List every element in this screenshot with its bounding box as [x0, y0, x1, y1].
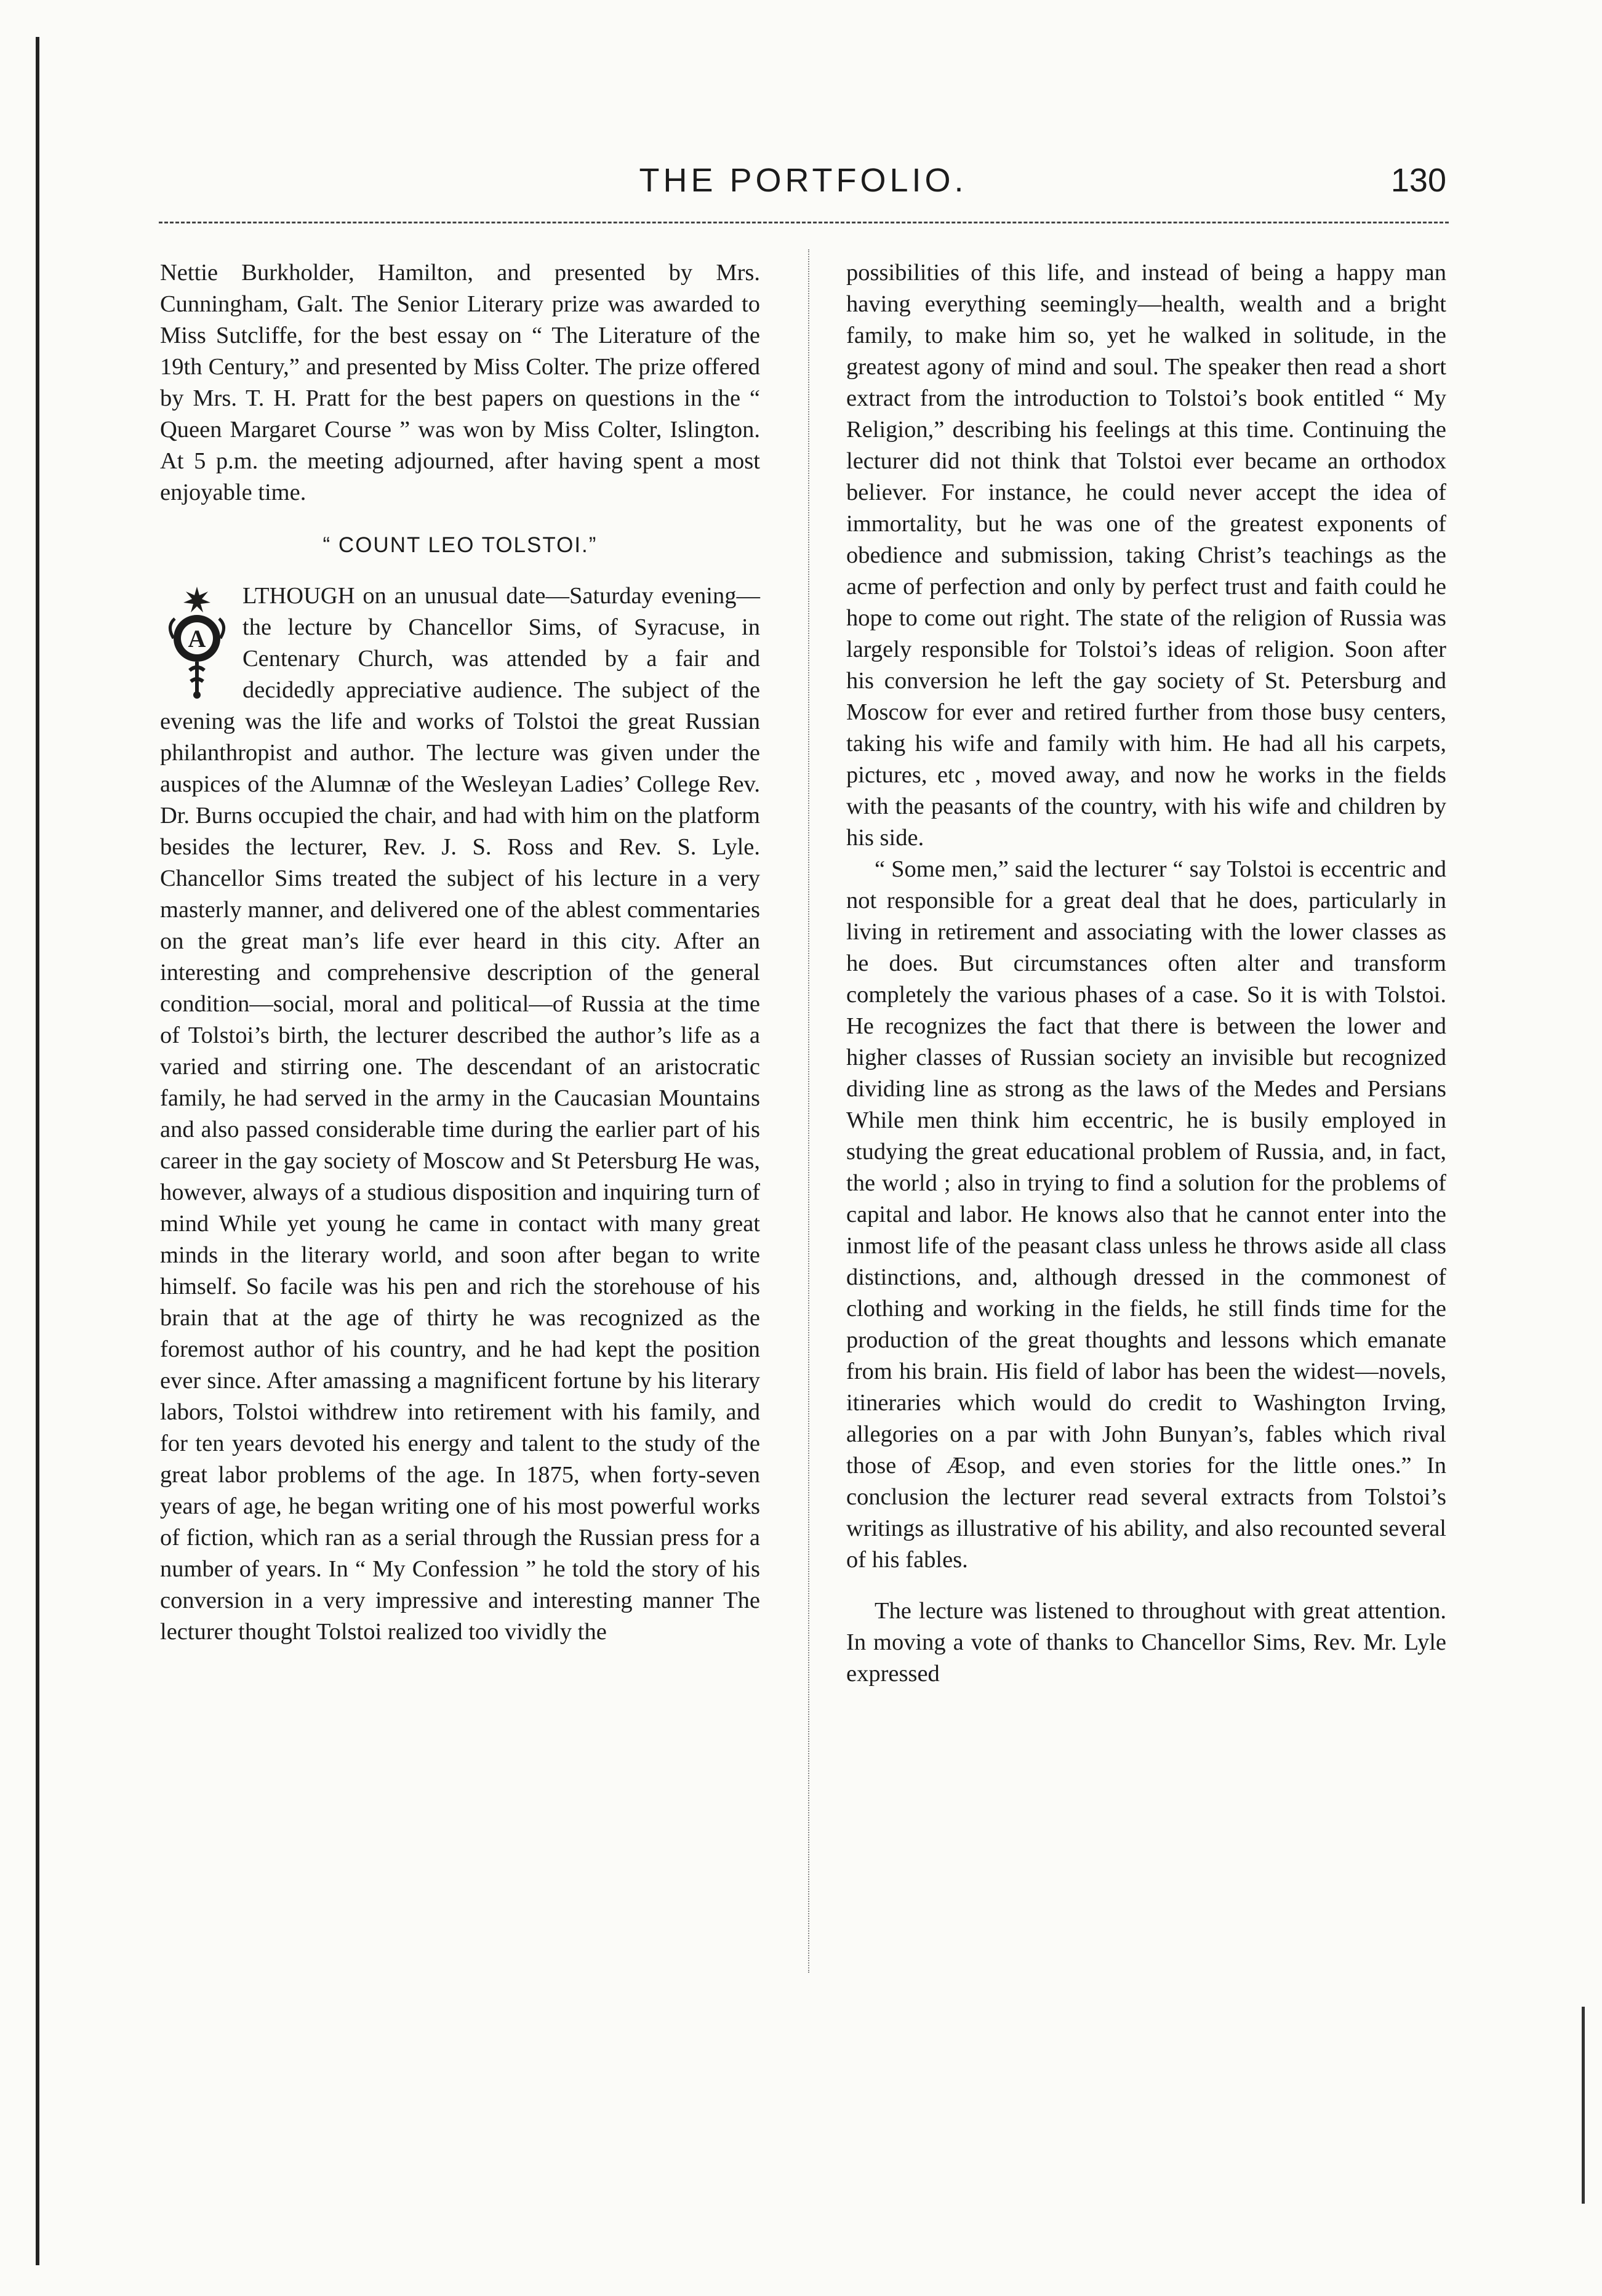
right-column — [846, 257, 1446, 1690]
column-divider — [808, 249, 809, 1973]
page-number: 130 — [1390, 162, 1446, 199]
running-header — [160, 161, 1446, 211]
intro-paragraph: Nettie Burkholder, Hamilton, and presented by Mrs. Cunningham, Galt. The Senior Literary prize was awarded to Miss Sutcliffe, for the best essay on “ The Literature of the 19th Century,” and presented by Miss Colter. The prize offered by Mrs. T. H. Pratt for the best papers on questions in the “ Queen Margaret Course ” was won by Miss Colter, Islington. At 5 p.m. the meeting adjourned, after having spent a most enjoyable time. — [160, 260, 760, 505]
article-heading: “ COUNT LEO TOLSTOI.” — [322, 533, 598, 557]
quote-paragraph: “ Some men,” said the lecturer “ say Tolstoi is eccentric and not responsible for a great deal that he does, particularly in living in retirement and associating with the lower classes as he does. But circumstances often alter and transform completely the various phases of a case. So it is with Tolstoi. He recognizes the fact that there is between the lower and higher classes of Russian society an invisible but recognized dividing line as strong as the laws of the Medes and Persians While men think him eccentric, he is busily employed in studying the great educational problem of Russia, and, in fact, the world ; also in trying to find a solution for the problems of capital and labor. He knows also that he cannot enter into the inmost life of the peasant class unless he throws aside all class distinctions, and, although dressed in the commonest of clothing and working in the fields, he still finds time for the production of the great thoughts and lessons which emanate from his brain. His field of labor has been the widest—novels, itineraries which would do credit to Washington Irving, allegories on a par with John Bunyan’s, fables which rival those of Æsop, and even stories for the little ones.” In conclusion the lecturer read several extracts from Tolstoi’s writings as illustrative of his ability, and also recounted several of his fables. — [846, 856, 1446, 1573]
closing-paragraph: The lecture was listened to throughout with great attention. In moving a vote of thanks to Chancellor Sims, Rev. Mr. Lyle expressed — [846, 1598, 1446, 1687]
article-body — [160, 580, 760, 1648]
header-rule — [159, 222, 1449, 223]
article-text-start: LTHOUGH on an unusual date—Saturday evening—the lecture by Chancellor Sims, of Syracuse, in Centenary Church, was attended by a fair and decidedly appreciative audience. The subject of the evening was the life and works of Tolstoi the great Russian philanthropist and author. The lecture was given under the auspices of the Alumnæ of the Wesleyan Ladies’ College Rev. Dr. Burns occupied the chair, and had with him on the platform besides the lecturer, Rev. J. S. Ross and Rev. S. Lyle. Chancellor Sims treated the subject of his lecture in a very masterly manner, and delivered one of the ablest commentaries on the great man’s life ever heard in this city. After an interesting and comprehensive description of the general condition—social, moral and political—of Russia at the time of Tolstoi’s birth, the lecturer described the author’s life as a varied and stirring one. The descendant of an aristocratic family, he had served in the army in the Caucasian Mountains and also passed considerable time during the earlier part of his career in the gay society of Moscow and St Petersburg He was, however, always of a studious disposition and inquiring turn of mind While yet young he came in contact with many great minds in the literary world, and soon after began to write himself. So facile was his pen and rich the storehouse of his brain that at the age of thirty he was recognized as the foremost author of his country, and he had kept the position ever since. After amassing a magnificent fortune by his literary labors, Tolstoi withdrew into retirement with his family, and for ten years devoted his energy and talent to the study of the great labor problems of the age. In 1875, when forty-seven years of age, he began writing one of his most powerful works of fiction, which ran as a serial through the Russian press for a number of years. In “ My Confession ” he told the story of his conversion in a very impressive and interesting manner The lecturer thought Tolstoi realized too vividly the — [160, 583, 760, 1645]
drop-cap-letter: A — [188, 625, 206, 652]
page-edge-shadow-right — [1582, 2007, 1585, 2204]
paragraph-gap — [846, 1576, 1446, 1596]
page-edge-shadow-left — [36, 37, 39, 2265]
drop-cap-ornament-icon — [160, 583, 234, 700]
ornamental-drop-cap — [160, 583, 234, 700]
article-continuation: possibilities of this life, and instead of being a happy man having everything seemingly—health, wealth and a bright family, to make him so, yet he walked in solitude, in the greatest agony of mind and soul. The speaker then read a short extract from the introduction to Tolstoi’s book entitled “ My Religion,” describing his feelings at this time. Continuing the lecturer did not think that Tolstoi ever became an orthodox believer. For instance, he could never accept the idea of immortality, but he was one of the greatest exponents of obedience and submission, taking Christ’s teachings as the acme of perfection and only by perfect trust and faith could he hope to come out right. The state of the religion of Russia was largely responsible for Tolstoi’s ideas of religion. Soon after his conversion he left the gay society of St. Petersburg and Moscow for ever and retired further from those busy centers, taking his wife and family with him. He had all his carpets, pictures, etc , moved away, and now he works in the fields with the peasants of the country, with his wife and children by his side. — [846, 260, 1446, 851]
left-column — [160, 257, 760, 1648]
journal-title: THE PORTFOLIO. — [639, 162, 967, 199]
